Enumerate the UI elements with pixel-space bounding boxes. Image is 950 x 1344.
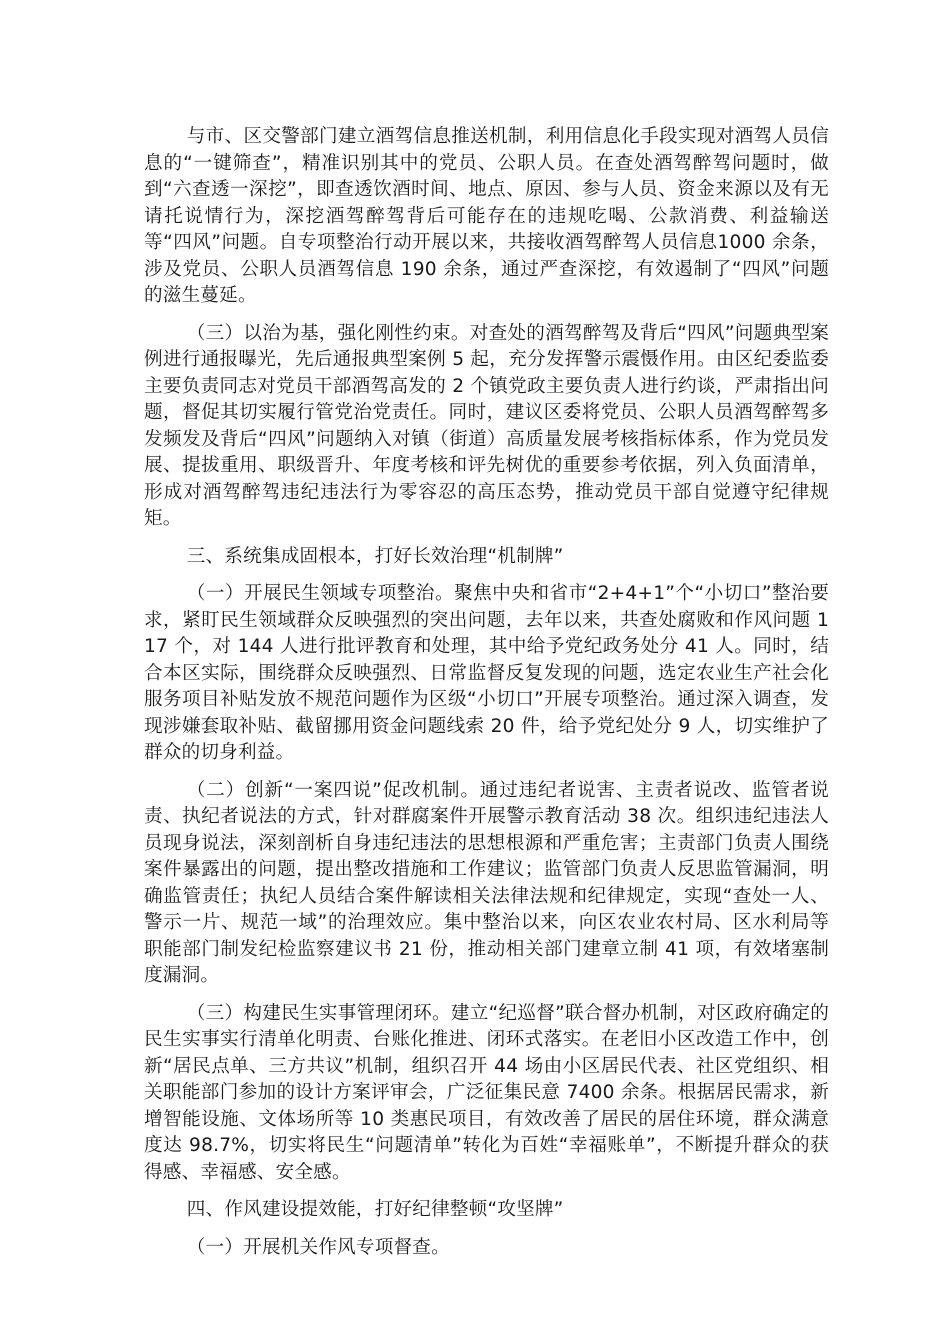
paragraph-livelihood-rectification: （一）开展民生领域专项整治。聚焦中央和省市“2+4+1”个“小切口”整治要求，紧盯民生领域群众反映强烈的突出问题，去年以来，共查处腐败和作风问题 117 个，对 144 人进行批评教育和处理，其中给予党纪政务处分 41 人。同时，结合本区实际，围绕群众反映强烈、日常监督反复发现的问题，选定农业生产社会化服务项目补贴发放不规范问题作为区级“小切口”开展专项整治。通过深入调查，发现涉嫌套取补贴、截留挪用资金问题线索 20 件，给予党纪处分 9 人，切实维护了群众的切身利益。 <box>144 583 829 763</box>
section-heading-3: 三、系统集成固根本，打好长效治理“机制牌” <box>186 545 564 567</box>
section-heading-4: 四、作风建设提效能，打好纪律整顿“攻坚牌” <box>186 1199 564 1220</box>
paragraph-rigid-constraints: （三）以治为基，强化刚性约束。对查处的酒驾醉驾及背后“四风”问题典型案例进行通报曝光，先后通报典型案例 5 起，充分发挥警示震慑作用。由区纪委监委主要负责同志对党员干部酒驾高发的 2 个镇党政主要负责人进行约谈，严肃指出问题，督促其切实履行管党治党责任。同时，建议区委将党员、公职人员酒驾醉驾多发频发及背后“四风”问题纳入对镇（街道）高质量发展考核指标体系，作为党员发展、提拔重用、职级晋升、年度考核和评先树优的重要参考依据，列入负面清单，形成对酒驾醉驾违纪违法行为零容忍的高压态势，推动党员干部自觉遵守纪律规矩。 <box>144 322 829 529</box>
paragraph-livelihood-loop: （三）构建民生实事管理闭环。建立“纪巡督”联合督办机制，对区政府确定的民生实事实行清单化明责、台账化推进、闭环式落实。在老旧小区改造工作中，创新“居民点单、三方共议”机制，组织召开 44 场由小区居民代表、社区党组织、相关职能部门参加的设计方案评审会，广泛征集民意 7400 余条。根据居民需求，新增智能设施、文体场所等 10 类惠民项目，有效改善了居民的居住环境，群众满意度达 98.7%，切实将民生“问题清单”转化为百姓“幸福账单”，不断提升群众的获得感、幸福感、安全感。 <box>144 1002 829 1183</box>
paragraph-work-style-inspection: （一）开展机关作风专项督查。 <box>186 1236 450 1258</box>
paragraph-one-case-four-talks: （二）创新“一案四说”促改机制。通过违纪者说害、主责者说改、监管者说责、执纪者说法的方式，针对群腐案件开展警示教育活动 38 次。组织违纪违法人员现身说法，深刻剖析自身违纪违法的思想根源和严重危害；主责部门负责人围绕案件暴露出的问题，提出整改措施和工作建议；监管部门负责人反思监管漏洞，明确监管责任；执纪人员结合案件解读相关法律法规和纪律规定，实现“查处一人、警示一片、规范一域”的治理效应。集中整治以来，向区农业农村局、区水利局等职能部门制发纪检监察建议书 21 份，推动相关部门建章立制 41 项，有效堵塞制度漏洞。 <box>144 779 829 986</box>
document-page <box>144 124 829 1272</box>
paragraph-drunk-driving-info-push: 与市、区交警部门建立酒驾信息推送机制，利用信息化手段实现对酒驾人员信息的“一键筛查”，精准识别其中的党员、公职人员。在查处酒驾醉驾问题时，做到“六查透一深挖”，即查透饮酒时间、地点、原因、参与人员、资金来源以及有无请托说情行为，深挖酒驾醉驾背后可能存在的违规吃喝、公款消费、利益输送等“四风”问题。自专项整治行动开展以来，共接收酒驾醉驾人员信息1000 余条，涉及党员、公职人员酒驾信息 190 余条，通过严查深挖，有效遏制了“四风”问题的滋生蔓延。 <box>144 126 829 306</box>
